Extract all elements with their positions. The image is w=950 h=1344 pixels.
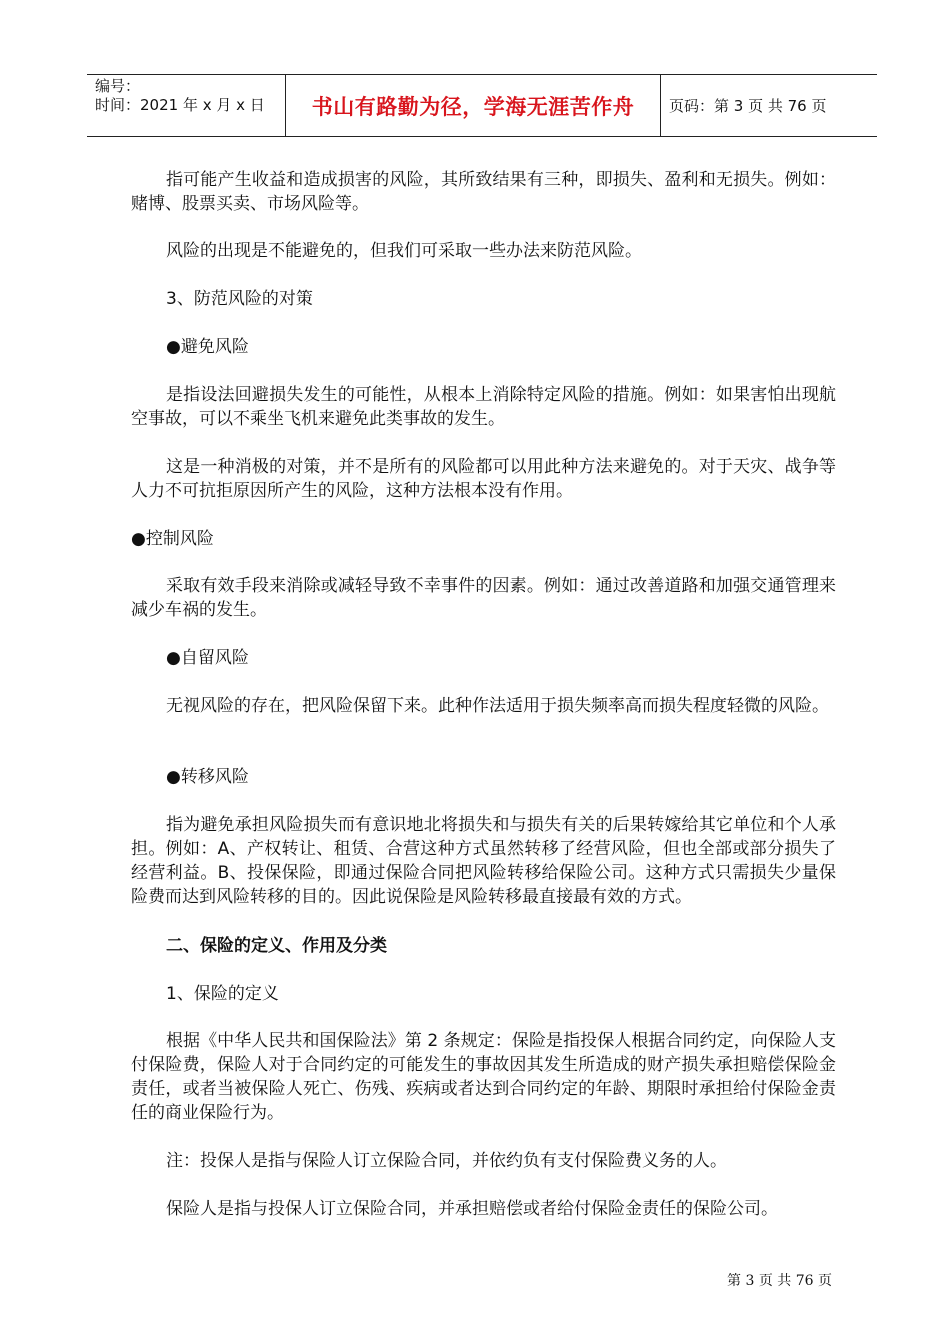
paragraph: 无视风险的存在，把风险保留下来。此种作法适用于损失频率高而损失程度轻微的风险。 [166, 696, 829, 716]
page-header [87, 74, 877, 137]
section-heading: 1、保险的定义 [166, 984, 279, 1004]
bullet-heading: ●转移风险 [166, 767, 249, 787]
paragraph: 采取有效手段来消除或减轻导致不幸事件的因素。例如：通过改善道路和加强交通管理来减少车祸的发生。 [131, 576, 836, 620]
bullet-heading: ●控制风险 [131, 529, 214, 549]
document-date: 时间：2021 年 x 月 x 日 [95, 96, 265, 114]
chapter-heading: 二、保险的定义、作用及分类 [166, 936, 387, 956]
bullet-heading: ●避免风险 [166, 337, 249, 357]
note-paragraph: 注：投保人是指与保险人订立保险合同，并依约负有支付保险费义务的人。 [166, 1151, 727, 1171]
paragraph: 指可能产生收益和造成损害的风险，其所致结果有三种，即损失、盈利和无损失。例如：赌博、股票买卖、市场风险等。 [131, 170, 836, 214]
paragraph: 根据《中华人民共和国保险法》第 2 条规定：保险是指投保人根据合同约定，向保险人支付保险费，保险人对于合同约定的可能发生的事故因其发生所造成的财产损失承担赔偿保险金责任，或者当被保险人死亡、伤残、疾病或者达到合同约定的年龄、期限时承担给付保险金责任的商业保险行为。 [131, 1031, 836, 1123]
section-heading: 3、防范风险的对策 [166, 289, 313, 309]
paragraph: 风险的出现是不能避免的，但我们可采取一些办法来防范风险。 [166, 241, 642, 261]
header-meta [87, 75, 285, 136]
paragraph: 是指设法回避损失发生的可能性，从根本上消除特定风险的措施。例如：如果害怕出现航空事故，可以不乘坐飞机来避免此类事故的发生。 [131, 385, 836, 429]
document-number-label: 编号： [95, 77, 141, 95]
bullet-heading: ●自留风险 [166, 648, 249, 668]
header-motto: 书山有路勤为径，学海无涯苦作舟 [285, 75, 661, 136]
paragraph: 指为避免承担风险损失而有意识地北将损失和与损失有关的后果转嫁给其它单位和个人承担。例如：A、产权转让、租赁、合营这种方式虽然转移了经营风险，但也全部或部分损失了经营利益。B、投保保险，即通过保险合同把风险转移给保险公司。这种方式只需损失少量保险费而达到风险转移的目的。因此说保险是风险转移最直接最有效的方式。 [131, 815, 836, 907]
page-footer: 第 3 页 共 76 页 [727, 1273, 832, 1289]
paragraph: 这是一种消极的对策，并不是所有的风险都可以用此种方法来避免的。对于天灾、战争等人力不可抗拒原因所产生的风险，这种方法根本没有作用。 [131, 457, 836, 501]
header-page-info: 页码：第 3 页 共 76 页 [669, 97, 827, 115]
paragraph: 保险人是指与投保人订立保险合同，并承担赔偿或者给付保险金责任的保险公司。 [166, 1199, 778, 1219]
